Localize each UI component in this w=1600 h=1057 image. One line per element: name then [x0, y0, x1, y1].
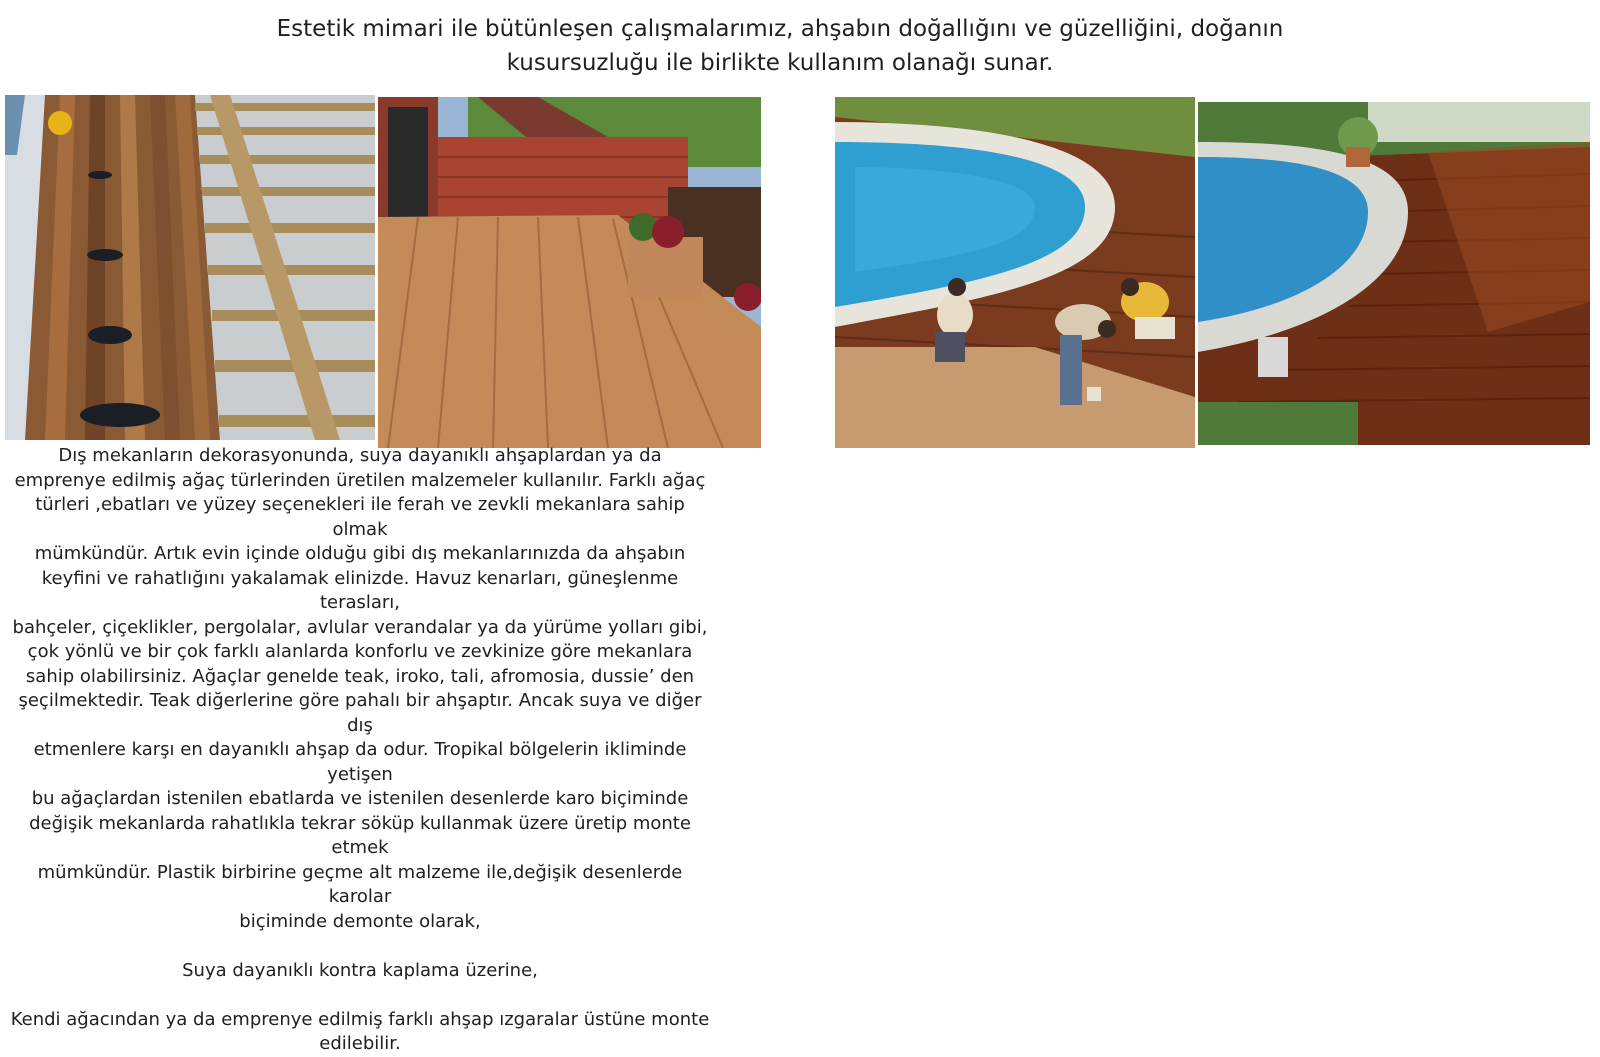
- body-text: [10, 444, 710, 1057]
- paragraph-3-line-1: Kendi ağacından ya da emprenye edilmiş farklı ahşap ızgaralar üstüne monte: [10, 1008, 710, 1030]
- body-line-4: mümkündür. Artık evin içinde olduğu gibi dış mekanlarınızda da ahşabın: [34, 543, 686, 564]
- body-line-5: keyfini ve rahatlığını yakalamak elinizde. Havuz kenarları, güneşlenme terasları,: [41, 567, 679, 613]
- body-line-1: Dış mekanların dekorasyonunda, suya dayanıklı ahşaplardan ya da: [58, 445, 662, 466]
- body-line-8: sahip olabilirsiniz. Ağaçlar genelde teak, iroko, tali, afromosia, dussie’ den: [25, 665, 695, 687]
- body-line-7: çok yönlü ve bir çok farklı alanlarda konforlu ve zevkinize göre mekanlara: [27, 641, 693, 662]
- body-line-13: mümkündür. Plastik birbirine geçme alt malzeme ile,değişik desenlerde karolar: [37, 861, 683, 907]
- body-line-2: emprenye edilmiş ağaç türlerinden üretilen malzemeler kullanılır. Farklı ağaç: [14, 469, 706, 491]
- paragraph-3-line-2: edilebilir.: [319, 1033, 401, 1054]
- body-line-12: değişik mekanlarda rahatlıkla tekrar söküp kullanmak üzere üretip monte etmek: [29, 812, 691, 858]
- pool-deck-workers-photo: [835, 97, 1195, 448]
- body-line-10: etmenlere karşı en dayanıklı ahşap da odur. Tropikal bölgelerin ikliminde yetişen: [33, 739, 687, 785]
- page-headline: [250, 12, 1310, 80]
- body-line-14: biçiminde demonte olarak,: [239, 910, 481, 932]
- body-line-6: bahçeler, çiçeklikler, pergolalar, avlular verandalar ya da yürüme yolları gibi,: [12, 616, 708, 638]
- paragraph-2: Suya dayanıklı kontra kaplama üzerine,: [182, 959, 538, 981]
- paragraph-spacer: [10, 934, 710, 959]
- paragraph-spacer: [10, 983, 710, 1008]
- body-line-9: şeçilmektedir. Teak diğerlerine göre pahalı bir ahşaptır. Ancak suya ve diğer dış: [18, 690, 702, 736]
- garden-terrace-deck-photo: [378, 97, 761, 448]
- body-line-3: türleri ,ebatları ve yüzey seçenekleri ile ferah ve zevkli mekanlara sahip olmak: [35, 494, 685, 540]
- pool-deck-finished-photo: [1198, 102, 1590, 445]
- headline-line-2: kusursuzluğu ile birlikte kullanım olanağı sunar.: [506, 50, 1054, 76]
- body-line-11: bu ağaçlardan istenilen ebatlarda ve istenilen desenlerde karo biçiminde: [31, 788, 689, 809]
- deck-installation-photo: [5, 95, 375, 440]
- headline-line-1: Estetik mimari ile bütünleşen çalışmalarımız, ahşabın doğallığını ve güzelliğini, doğanın: [276, 16, 1284, 42]
